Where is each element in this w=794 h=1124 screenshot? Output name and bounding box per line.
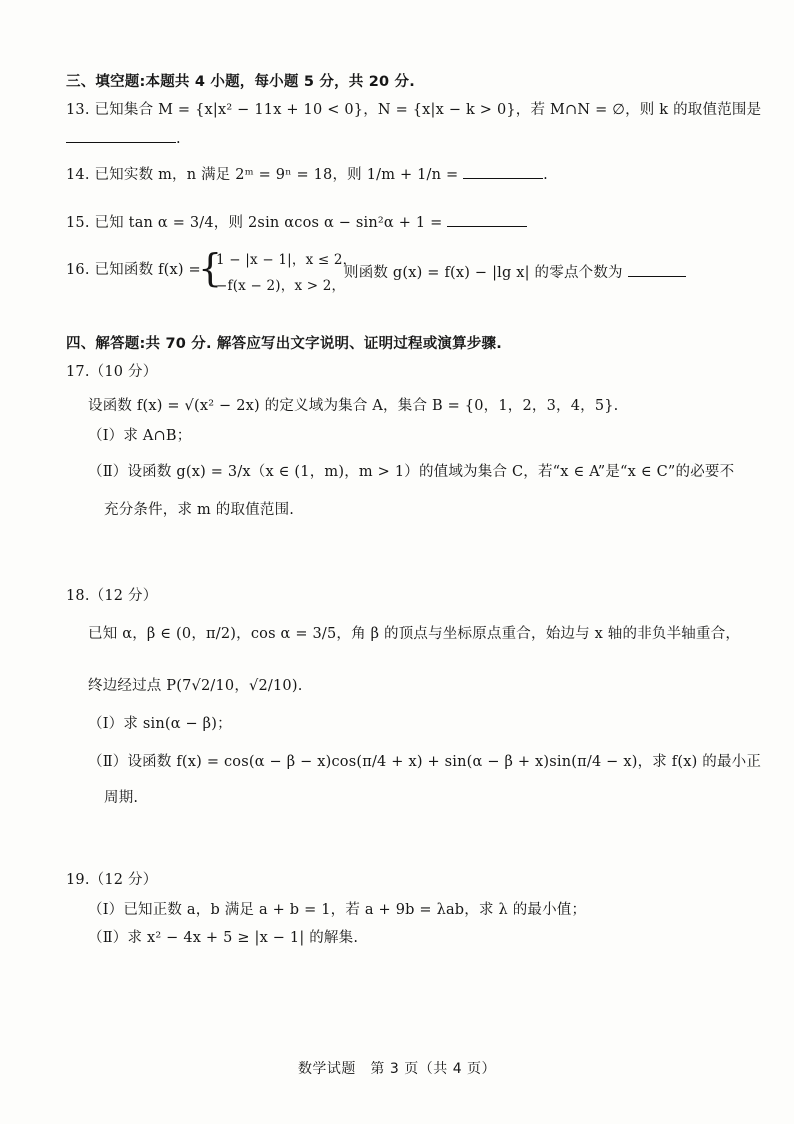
question-18-number: 18.（12 分） (66, 588, 158, 604)
question-17-part-1: （Ⅰ）求 A∩B； (88, 428, 192, 444)
question-16-case-1: 1 − |x − 1|，x ≤ 2， (216, 252, 357, 268)
question-18-intro-continued: 终边经过点 P(7√2/10，√2/10). (88, 678, 303, 694)
answer-blank-14 (463, 164, 543, 179)
question-18-part-2-continued: 周期. (104, 790, 139, 806)
question-16-case-2: −f(x − 2)，x > 2， (216, 278, 346, 294)
question-13-text: 13. 已知集合 M = {x|x² − 11x + 10 < 0}，N = {x|x − k > 0}，若 M∩N = ∅，则 k 的取值范围是 (66, 102, 762, 118)
question-18-part-2: （Ⅱ）设函数 f(x) = cos(α − β − x)cos(π/4 + x) + sin(α − β + x)sin(π/4 − x)，求 f(x) 的最小正 (88, 754, 762, 770)
question-14-end: . (543, 167, 548, 183)
piecewise-brace: { (198, 246, 223, 290)
question-17-part-2: （Ⅱ）设函数 g(x) = 3/x（x ∈ (1，m)，m > 1）的值域为集合 C，若“x ∈ A”是“x ∈ C”的必要不 (88, 464, 735, 480)
answer-blank-13 (66, 128, 176, 143)
section-3-heading: 三、填空题:本题共 4 小题，每小题 5 分，共 20 分. (66, 74, 415, 90)
question-14 (66, 164, 548, 185)
page-footer: 数学试题 第 3 页（共 4 页） (297, 1061, 497, 1077)
question-17-number: 17.（10 分） (66, 364, 158, 380)
question-13-end: . (176, 131, 181, 147)
question-19-number: 19.（12 分） (66, 872, 158, 888)
question-14-text: 14. 已知实数 m，n 满足 2ᵐ = 9ⁿ = 18，则 1/m + 1/n = (66, 167, 459, 183)
question-16-suffix (344, 262, 686, 283)
question-16-suffix-text: 则函数 g(x) = f(x) − |lg x| 的零点个数为 (344, 265, 623, 281)
question-13 (66, 100, 761, 120)
answer-blank-16 (628, 262, 686, 277)
question-19-part-2: （Ⅱ）求 x² − 4x + 5 ≥ |x − 1| 的解集. (88, 930, 359, 946)
question-13-answer-line (66, 128, 181, 149)
section-4-heading: 四、解答题:共 70 分. 解答应写出文字说明、证明过程或演算步骤. (66, 336, 502, 352)
question-15 (66, 212, 527, 233)
question-19-part-1: （Ⅰ）已知正数 a，b 满足 a + b = 1，若 a + 9b = λab，求 λ 的最小值； (88, 902, 587, 918)
question-17-intro: 设函数 f(x) = √(x² − 2x) 的定义域为集合 A，集合 B = {0，1，2，3，4，5}. (88, 398, 619, 414)
answer-blank-15 (447, 212, 527, 227)
question-16-prefix: 16. 已知函数 f(x) = (66, 262, 201, 278)
question-17-part-2-continued: 充分条件，求 m 的取值范围. (104, 502, 295, 518)
question-15-text: 15. 已知 tan α = 3/4，则 2sin αcos α − sin²α + 1 = (66, 215, 443, 231)
question-18-intro: 已知 α，β ∈ (0，π/2)，cos α = 3/5，角 β 的顶点与坐标原点重合，始边与 x 轴的非负半轴重合， (88, 626, 741, 642)
question-18-part-1: （Ⅰ）求 sin(α − β)； (88, 716, 232, 732)
